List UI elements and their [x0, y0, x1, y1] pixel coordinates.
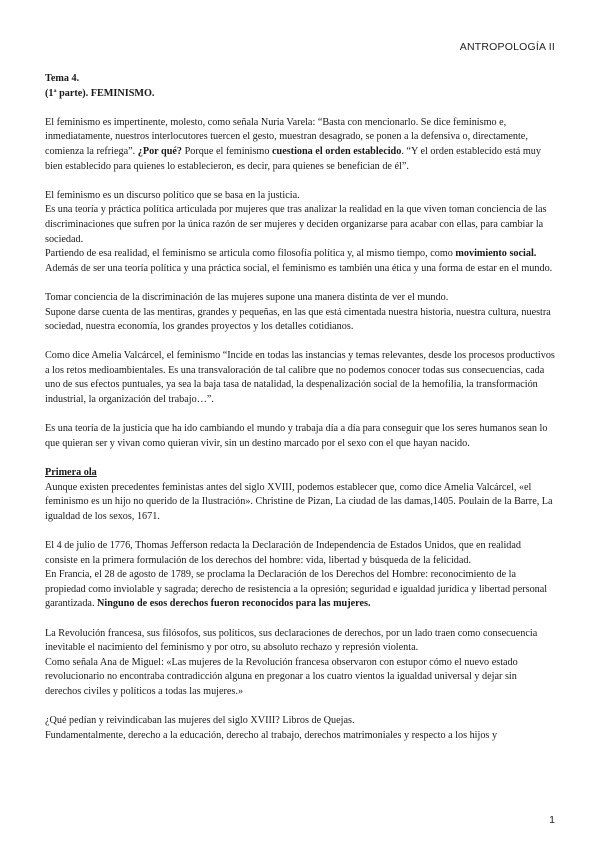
- section-first-wave: [45, 466, 555, 524]
- text-line: Aunque existen precedentes feministas antes del siglo XVIII, podemos establecer que, como dice Amelia Valcárcel, «el feminismo es un hijo no querido de la Ilustración». Christine de Pizan, La ciudad de las damas,1405. Poulain de la Barre, La igualdad de los sexos, 1671.: [45, 481, 553, 522]
- title-line-2: (1ª parte). FEMINISMO.: [45, 87, 155, 99]
- text-line: [45, 247, 555, 262]
- document-body: [45, 72, 555, 743]
- text-span: . “Y el orden establecido está muy bien establecido para quienes lo establecieron, es decir, para quienes se benefician de él”.: [45, 145, 541, 172]
- document-title: [45, 72, 555, 101]
- paragraph-definition: [45, 189, 555, 277]
- text-line: Además de ser una teoría política y una práctica social, el feminismo es también una ética y una forma de estar en el mundo.: [45, 262, 553, 274]
- text-line: El 4 de julio de 1776, Thomas Jefferson redacta la Declaración de Independencia de Estados Unidos, que en realidad consiste en la primera formulación de los derechos del hombre: vida, libertad y búsqueda de la felicidad.: [45, 540, 522, 566]
- paragraph-valcarcel-quote: Como dice Amelia Valcárcel, el feminismo “Incide en todas las instancias y temas relevantes, desde los procesos productivos a los retos medioambientales. Es una transvaloración de tal calibre que no podemos conocer todas sus consecuencias, cada uno de sus efectos puntuales, ya sea la baja tasa de natalidad, la despenalización social de la hemofilia, la transformación industrial, la organización del trabajo…”.: [45, 350, 555, 406]
- bold-span: ¿Por qué?: [137, 145, 183, 157]
- course-header: ANTROPOLOGÍA II: [459, 41, 555, 53]
- text-span: En Francia, el 28 de agosto de 1789, se proclama la Declaración de los Derechos del Hombre: reconocimiento de la propiedad como inviolable y sagrada; derecho de resistencia a la opresión; seguridad e igualdad jurídica y libertad personal garantizada.: [45, 569, 548, 610]
- bold-span: movimiento social.: [455, 248, 537, 260]
- paragraph-declarations: [45, 539, 555, 612]
- paragraph-intro: [45, 116, 555, 174]
- paragraph-french-revolution: [45, 627, 555, 700]
- text-line: Es una teoría y práctica política articulada por mujeres que tras analizar la realidad en la que viven toman conciencia de las discriminaciones que sufren por la única razón de ser mujeres y deciden organizarse para acabar con ellas, para cambiar la sociedad.: [45, 204, 547, 245]
- text-line: Tomar conciencia de la discriminación de las mujeres supone una manera distinta de ver el mundo.: [45, 291, 449, 303]
- section-title: Primera ola: [45, 467, 97, 479]
- paragraph-demands: [45, 714, 555, 743]
- text-line: Como señala Ana de Miguel: «Las mujeres de la Revolución francesa observaron con estupor cómo el nuevo estado revolucionario no encontraba contradicción alguna en pregonar a los cuatro vientos la igualdad universal y dejar sin derechos civiles y políticos a todas las mujeres.»: [45, 656, 518, 697]
- page-number: 1: [549, 814, 555, 826]
- text-line: Fundamentalmente, derecho a la educación, derecho al trabajo, derechos matrimoniales y respecto a los hijos y: [45, 729, 498, 741]
- text-span: Porque el feminismo: [182, 145, 272, 157]
- text-span: El feminismo es impertinente, molesto, como señala Nuria Varela: “Basta con mencionarlo. Se dice feminismo e, inmediatamente, nuestros interlocutores tuercen el gesto, muestran desagrado, se ponen a la defensiva o, directamente, comienza la refriega”.: [45, 116, 528, 157]
- text-line: El feminismo es un discurso político que se basa en la justicia.: [45, 189, 300, 201]
- text-line: ¿Qué pedían y reivindicaban las mujeres del siglo XVIII? Libros de Quejas.: [45, 715, 355, 727]
- text-line: Supone darse cuenta de las mentiras, grandes y pequeñas, en las que está cimentada nuestra historia, nuestra cultura, nuestra sociedad, nuestra economía, los grandes proyectos y los detalles cotidianos.: [45, 306, 551, 333]
- title-line-1: Tema 4.: [45, 73, 80, 84]
- text-line: La Revolución francesa, sus filósofos, sus políticos, sus declaraciones de derechos, por un lado traen como consecuencia inevitable el nacimiento del feminismo y por otro, su absoluto rechazo y represión violenta.: [45, 627, 538, 654]
- bold-span: cuestiona el orden establecido: [272, 145, 402, 157]
- bold-span: Ninguno de esos derechos fueron reconocidos para las mujeres.: [97, 598, 371, 610]
- text-line: [45, 568, 555, 612]
- text-span: Partiendo de esa realidad, el feminismo se articula como filosofía política y, al mismo tiempo, como: [45, 248, 456, 260]
- paragraph-awareness: [45, 291, 555, 335]
- paragraph-justice-theory: Es una teoría de la justicia que ha ido cambiando el mundo y trabaja día a día para conseguir que los seres humanos sean lo que quieran ser y vivan como quieran vivir, sin un destino marcado por el sexo con el que hayan nacido.: [45, 423, 548, 449]
